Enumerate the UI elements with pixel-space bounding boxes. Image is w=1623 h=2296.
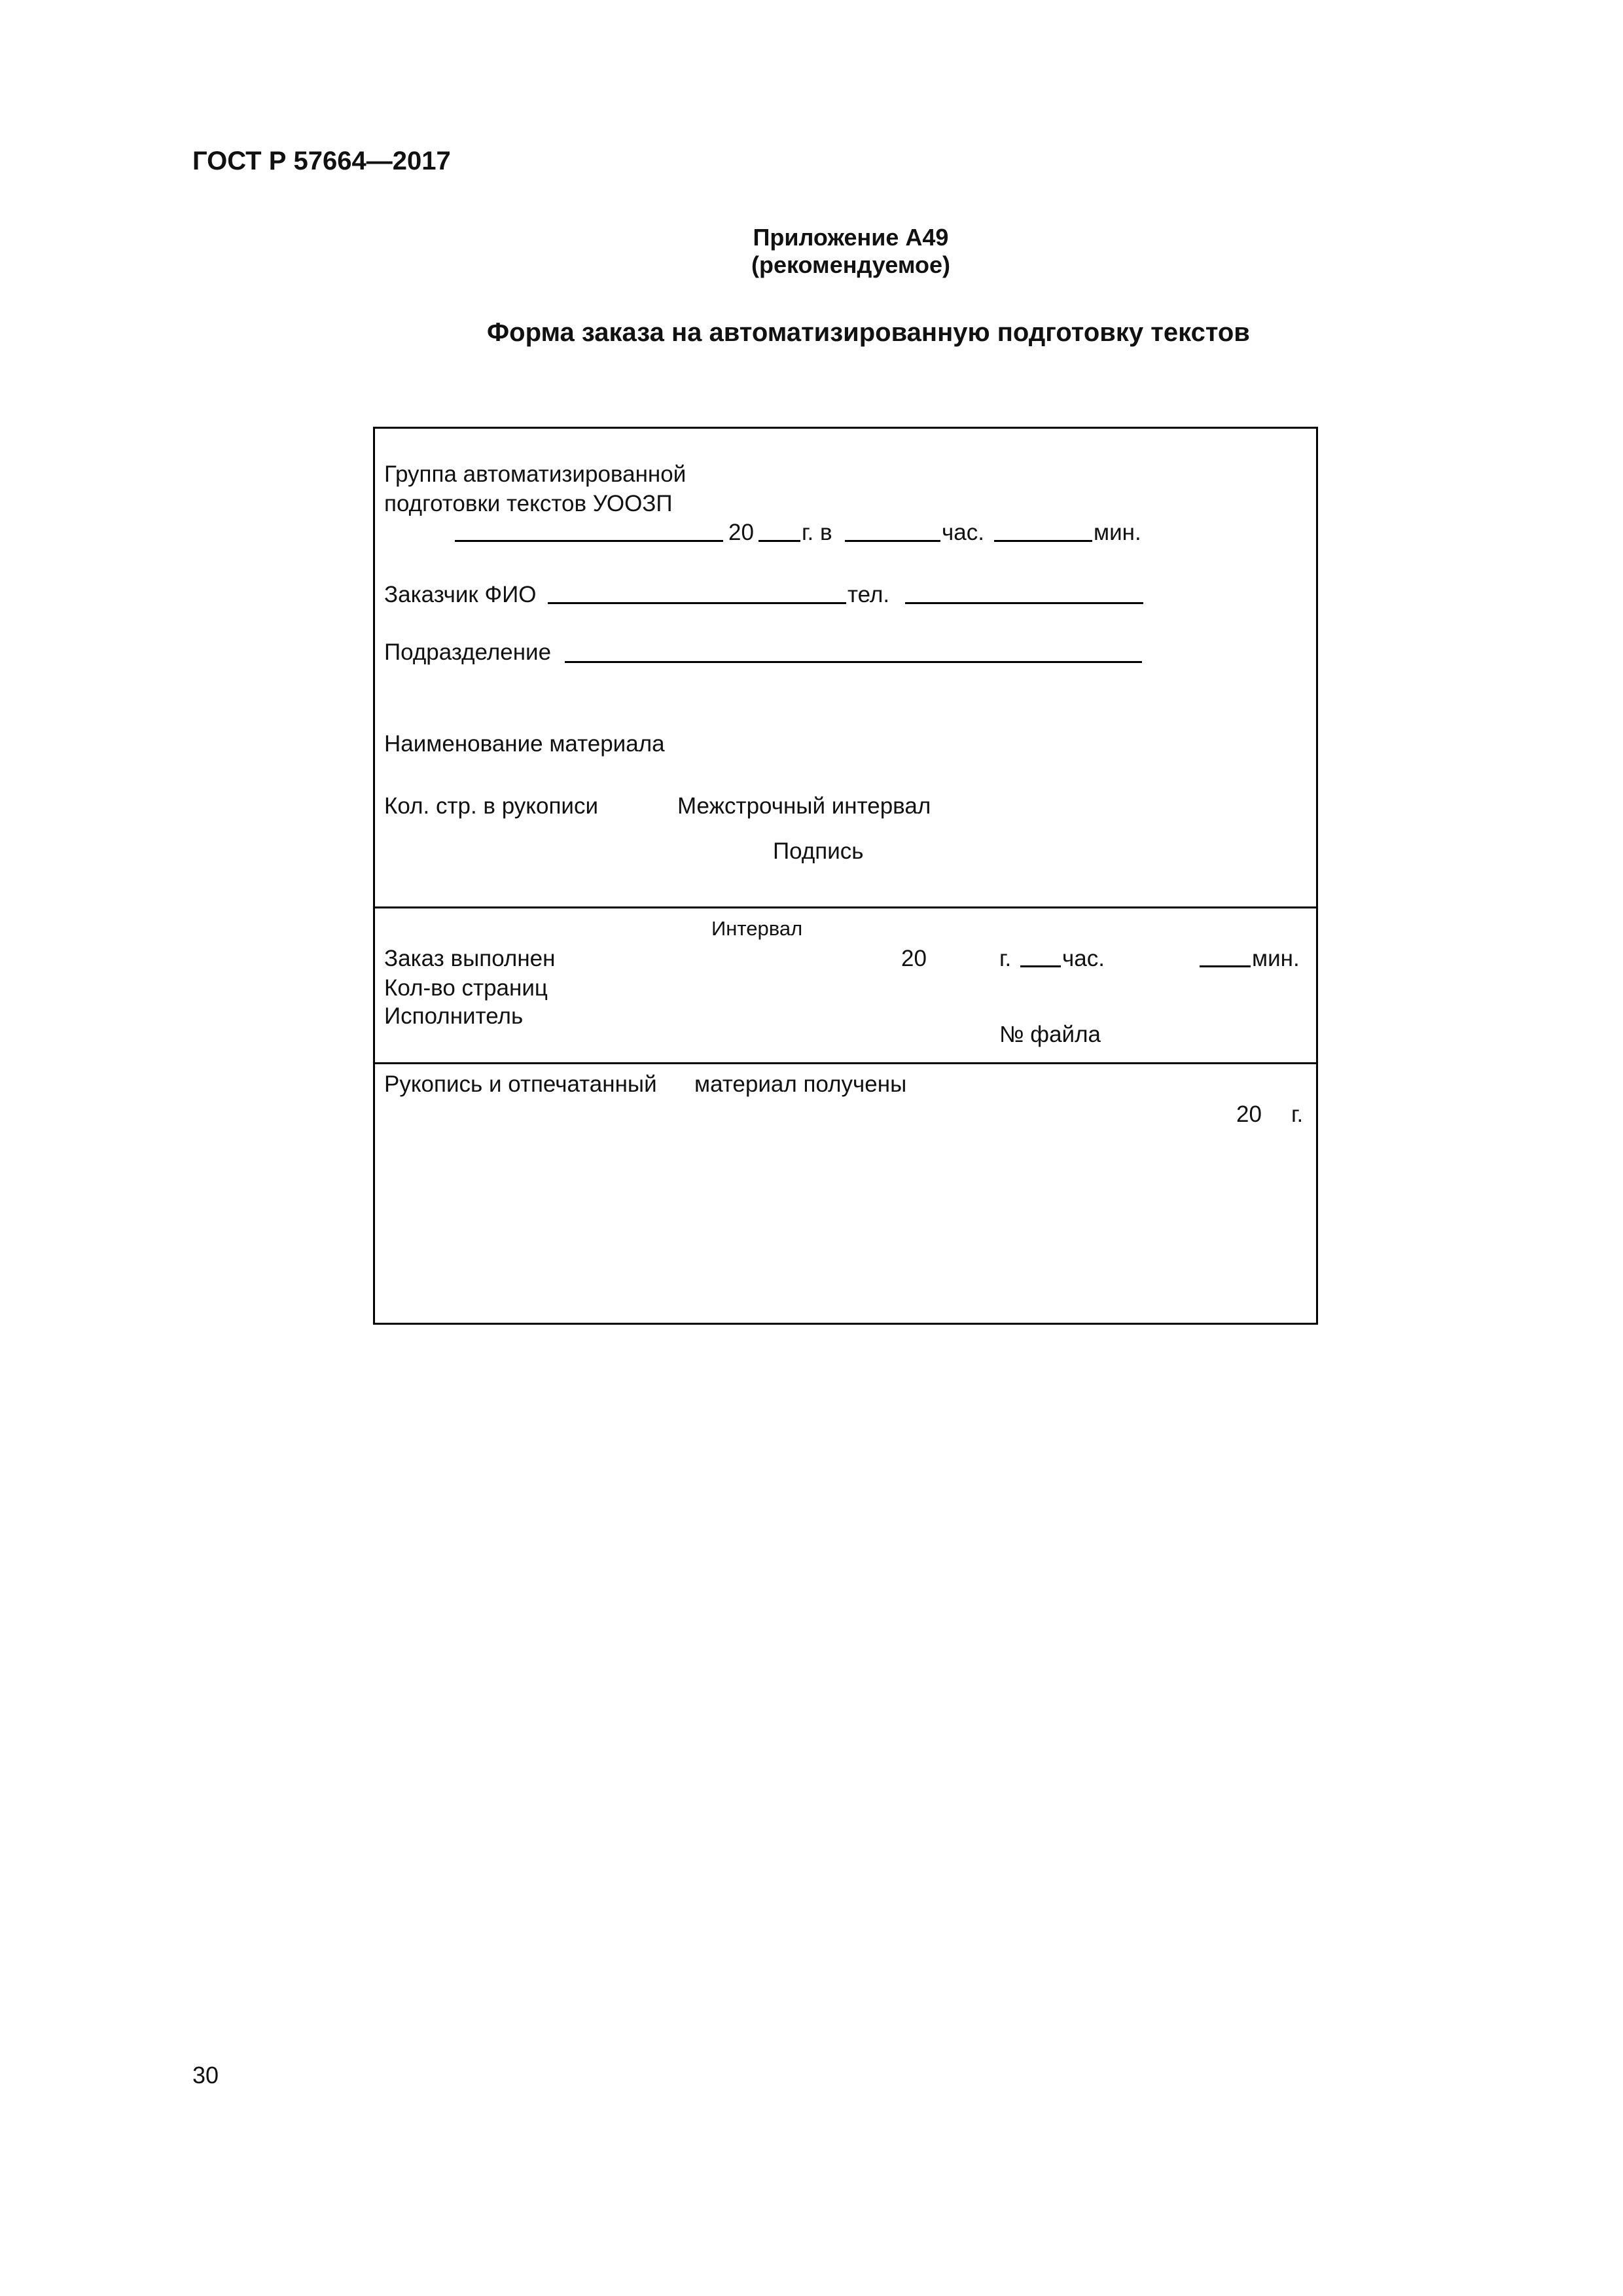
completed-hour-blank: [1020, 965, 1061, 967]
received-g-label: г.: [1291, 1102, 1304, 1127]
hour-blank: [845, 540, 940, 542]
order-form: [373, 427, 1318, 1325]
signature-label: Подпись: [773, 838, 864, 864]
page-count-label: Кол-во страниц: [384, 975, 548, 1001]
minute-label: мин.: [1094, 520, 1141, 545]
group-label-line2: подготовки текстов УООЗП: [384, 491, 673, 516]
file-number-label: № файла: [999, 1022, 1101, 1047]
hour-label: час.: [942, 520, 984, 545]
appendix-status: (рекомендуемое): [751, 251, 950, 278]
department-blank: [565, 661, 1142, 663]
received-label-part2: материал получены: [694, 1071, 907, 1097]
date-g-label: г. в: [802, 520, 832, 545]
completed-g-label: г.: [999, 946, 1012, 971]
customer-name-blank: [548, 602, 846, 604]
minute-blank: [994, 540, 1092, 542]
completed-year-label: 20: [901, 946, 927, 971]
received-year-label: 20: [1236, 1102, 1262, 1127]
form-title: Форма заказа на автоматизированную подготовку текстов: [487, 318, 1250, 347]
date-year-blank: [758, 540, 800, 542]
material-name-label: Наименование материала: [384, 731, 665, 757]
manuscript-pages-label: Кол. стр. в рукописи: [384, 793, 599, 819]
executor-label: Исполнитель: [384, 1003, 524, 1029]
document-code: ГОСТ Р 57664—2017: [192, 147, 451, 175]
completed-minute-blank: [1200, 965, 1251, 967]
appendix-title: Приложение А49: [753, 224, 949, 251]
customer-label: Заказчик ФИО: [384, 582, 537, 607]
date-day-blank: [455, 540, 723, 542]
section-divider-1: [375, 906, 1316, 908]
date-year-label: 20: [728, 520, 754, 545]
received-label-part1: Рукопись и отпечатанный: [384, 1071, 657, 1097]
phone-blank: [905, 602, 1143, 604]
department-label: Подразделение: [384, 639, 552, 665]
phone-label: тел.: [847, 582, 890, 607]
completed-minute-label: мин.: [1252, 946, 1300, 971]
page-number: 30: [192, 2062, 219, 2089]
appendix-heading: [654, 224, 1047, 279]
line-spacing-label: Межстрочный интервал: [677, 793, 931, 819]
interval-label: Интервал: [711, 917, 803, 940]
completed-hour-label: час.: [1062, 946, 1105, 971]
section-divider-2: [375, 1062, 1316, 1064]
order-completed-label: Заказ выполнен: [384, 946, 556, 971]
group-label-line1: Группа автоматизированной: [384, 461, 687, 487]
